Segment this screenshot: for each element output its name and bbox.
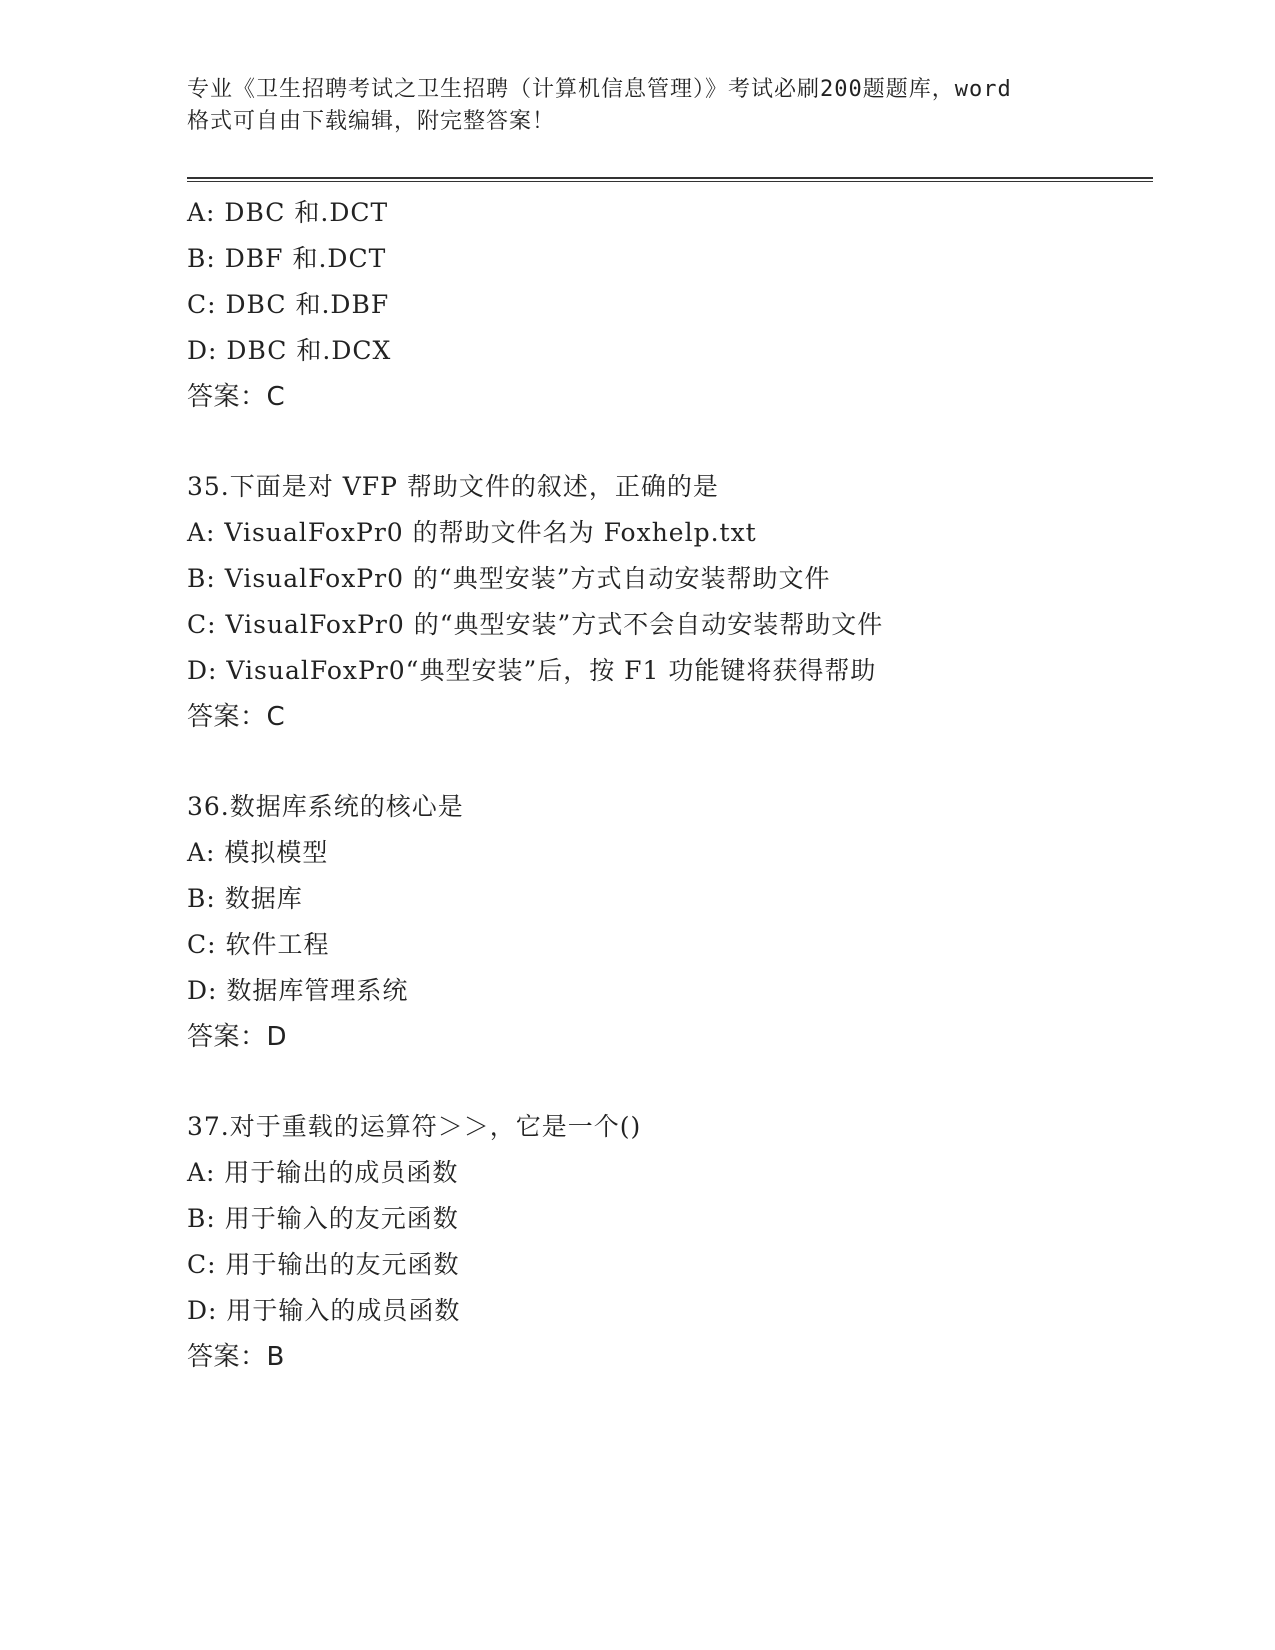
- option-b: B: DBF 和.DCT: [187, 244, 387, 273]
- question-text: 36.数据库系统的核心是: [187, 792, 464, 821]
- question-36: [187, 784, 1167, 1060]
- option-a: A: 用于输出的成员函数: [187, 1158, 459, 1187]
- question-35: [187, 464, 1167, 740]
- answer: 答案：C: [187, 702, 286, 732]
- option-b: B: 数据库: [187, 884, 303, 913]
- question-text: 37.对于重载的运算符＞＞，它是一个(): [187, 1112, 642, 1141]
- spacer: [187, 740, 1167, 784]
- spacer: [187, 1060, 1167, 1104]
- option-a: A: DBC 和.DCT: [187, 198, 389, 227]
- option-d: D: 用于输入的成员函数: [187, 1296, 461, 1325]
- header-divider-thick: [187, 177, 1153, 179]
- header-divider-thin: [187, 181, 1153, 182]
- header-title-line-2: 格式可自由下载编辑，附完整答案！: [187, 109, 556, 134]
- answer: 答案：B: [187, 1342, 285, 1372]
- answer: 答案：C: [187, 382, 286, 412]
- option-c: C: 软件工程: [187, 930, 330, 959]
- option-a: A: VisualFoxPr0 的帮助文件名为 Foxhelp.txt: [187, 518, 757, 547]
- spacer: [187, 420, 1167, 464]
- option-c: C: VisualFoxPr0 的“典型安装”方式不会自动安装帮助文件: [187, 610, 884, 639]
- option-d: D: DBC 和.DCX: [187, 336, 392, 365]
- answer: 答案：D: [187, 1022, 288, 1052]
- header-title-line-1: 专业《卫生招聘考试之卫生招聘（计算机信息管理）》考试必刷200题题库，word: [187, 77, 1012, 102]
- option-c: C: DBC 和.DBF: [187, 290, 390, 319]
- question-34: [187, 190, 1167, 420]
- question-text: 35.下面是对 VFP 帮助文件的叙述，正确的是: [187, 472, 719, 501]
- option-d: D: 数据库管理系统: [187, 976, 409, 1005]
- option-a: A: 模拟模型: [187, 838, 329, 867]
- option-b: B: VisualFoxPr0 的“典型安装”方式自动安装帮助文件: [187, 564, 831, 593]
- document-header: [187, 74, 1087, 138]
- option-c: C: 用于输出的友元函数: [187, 1250, 460, 1279]
- option-d: D: VisualFoxPr0“典型安装”后，按 F1 功能键将获得帮助: [187, 656, 877, 685]
- option-b: B: 用于输入的友元函数: [187, 1204, 459, 1233]
- question-37: [187, 1104, 1167, 1380]
- question-list: [187, 190, 1167, 1380]
